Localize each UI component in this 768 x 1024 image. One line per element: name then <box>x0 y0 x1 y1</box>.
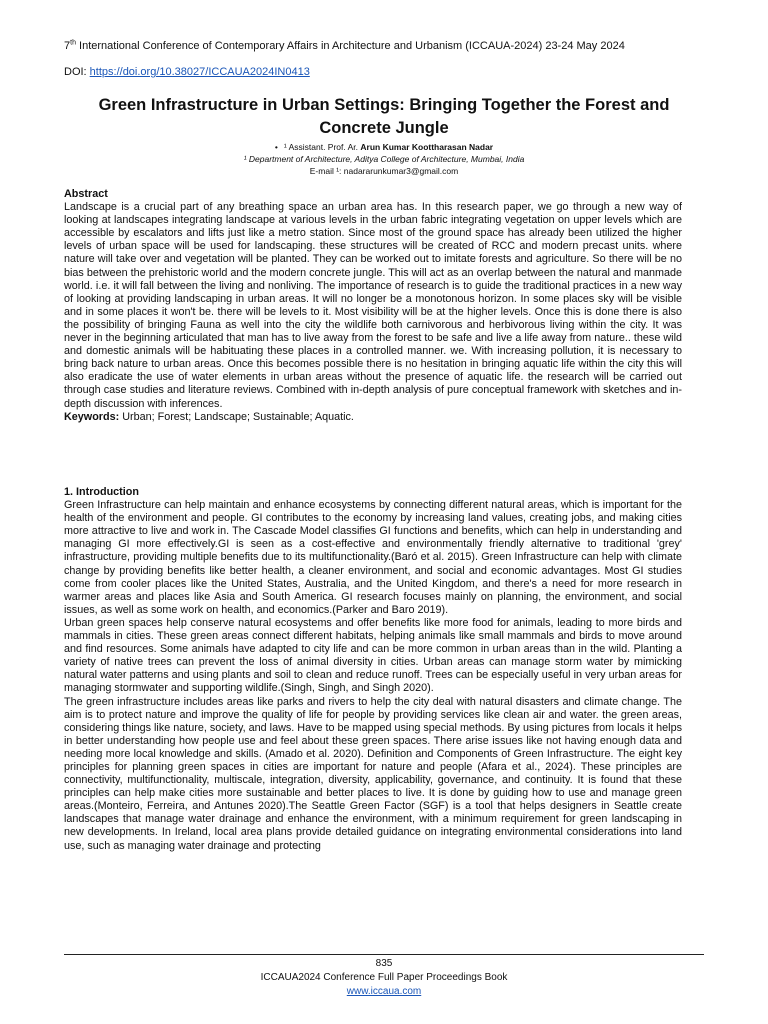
doi-label: DOI: <box>64 66 90 78</box>
author-affiliation: ¹ Department of Architecture, Aditya College of Architecture, Mumbai, India <box>243 154 525 164</box>
introduction-heading: 1. Introduction <box>64 486 139 498</box>
author-name: Arun Kumar Koottharasan Nadar <box>360 142 494 152</box>
doi-link[interactable]: https://doi.org/10.38027/ICCAUA2024IN0413 <box>89 66 310 78</box>
conference-header <box>64 40 625 52</box>
website-link[interactable]: www.iccaua.com <box>346 986 422 997</box>
page-number: 835 <box>375 958 393 969</box>
conference-ordinal: 7 <box>64 40 71 52</box>
keywords-text: Urban; Forest; Landscape; Sustainable; Aquatic. <box>119 410 354 423</box>
proceedings-title: ICCAUA2024 Conference Full Paper Proceedings Book <box>260 972 508 983</box>
conference-ordinal-suffix: th <box>70 39 76 47</box>
introduction-section <box>64 486 682 853</box>
footer-divider <box>64 954 704 955</box>
intro-paragraph-1: Green Infrastructure can help maintain and enhance ecosystems by connecting different natural areas, which is important for the health of the environment and people. GI contributes to the economy by increasing land values, creating jobs, and making cities more attractive to live and work in. The Cascade Model classifies GI functions and benefits, which can help in understanding and managing GI more effectively.GI is seen as a cost-effective and environmentally friendly alternative to traditional 'grey' infrastructure, providing multiple benefits due to its multifunctionality.(Baró et al. 2015). Green Infrastructure can help with climate change by providing benefits like better health, a cleaner environment, and social and economic advantages. Most GI studies come from cooler places like the United States, Australia, and the United Kingdom, and there's a need for more research in warmer areas and places like Asia and South America. GI research focuses mainly on planning, the environment, and social issues, as well as some work on health, and economics.(Parker and Baro 2019). <box>64 499 682 616</box>
author-bullet: • <box>274 142 278 152</box>
abstract-text: Landscape is a crucial part of any breathing space an urban area has. In this research paper, we go through a new way of looking at landscapes integrating landscape at various levels in the urban fabric integrating vegetation on upper levels which are accessible by escalators and lifts just like a metro station. Since most of the ground space has already been utilized the higher levels of urban space will be used for landscaping. these structures will be created of RCC and modern precast units. where nature will take over and vegetation will be planted. They can be worked out to imitate forests and agriculture. So there will be no bias between the prehistoric world and the modern concrete jungle. This will act as an overlap between the natural and manmade world. i.e. it will fall between the living and nonliving. The importance of research is to guide the traditional practices in a new way of looking at providing landscaping in urban areas. It will no longer be a monotonous horizon. In some places sky will be visible and in some places it won't be. there will be levels to it. Most visibility will be at the higher levels. Once this is done there is also the possibility of bringing Fauna as well into the city the wildlife both carnivorous and herbivorous living within the city. It was never in the beginning articulated that man has to live away from the forest to be safe and live a life away from nature.. these wild and domestic animals will be habituating these places in a controlled manner. we. With increasing pollution, it is necessary to bring back nature to urban areas. Once this becomes possible there is no hesitation in bringing aquatic life within the city this will also eradicate the use of water elements in urban areas without the presence of aquatic life. the research will be carried out through case studies and literature reviews. Combined with in-depth analysis of pure conceptual framework with sketches and in-depth discussion with inferences. <box>64 201 682 410</box>
author-email: E-mail ¹: nadararunkumar3@gmail.com <box>309 166 459 176</box>
abstract-heading: Abstract <box>64 188 108 200</box>
intro-paragraph-3: The green infrastructure includes areas like parks and rivers to help the city deal with natural disasters and climate change. The aim is to protect nature and improve the quality of life for people by providing services like clean air and water. the green areas, considering things like nature, society, and laws. Have to be mapped using special methods. By using pictures from locals it helps in better understanding how people use and feel about these green spaces. There arise issues like not having enough data and needing more local knowledge and skills. (Amado et al. 2020). Definition and Components of Green Infrastructure. The eight key principles for planning green spaces in cities are important for nature and people (Afara et al., 2024). These principles are connectivity, multifunctionality, multiscale, integration, diversity, applicability, governance, and continuity. It is found that these principles can help make cities more sustainable and better places to live. It is done by guiding how to use and manage green areas.(Monteiro, Ferreira, and Antunes 2020).The Seattle Green Factor (SGF) is a tool that helps designers in Seattle create landscapes that manage water drainage and enhance the environment, with a minimum requirement for green landscaping in new developments. In Ireland, local area plans provide detailed guidance on integrating environmental considerations into land use, such as managing water drainage and protecting <box>64 695 682 852</box>
doi-line <box>64 66 310 78</box>
author-line <box>64 142 704 153</box>
intro-paragraph-2: Urban green spaces help conserve natural ecosystems and offer benefits like more food for animals, leading to more birds and mammals in cities. These green areas connect different habitats, helping animals like small mammals and birds to move around and find resources. Some animals have adapted to city life and can be more common in urban areas than in the wild. Planting a variety of native trees can prevent the loss of animal diversity in cities. Urban areas can manage storm water by mimicking natural water patterns and using plants and soil to clean and reduce runoff. Trees can be especially useful in very urban areas for managing stormwater and supporting wildlife.(Singh, Singh, and Singh 2020). <box>64 616 682 695</box>
keywords-line <box>64 411 682 424</box>
website-line <box>64 986 704 997</box>
paper-title: Green Infrastructure in Urban Settings: Bringing Together the Forest and Concrete Jungle <box>98 96 670 137</box>
author-prefix: ¹ Assistant. Prof. Ar. <box>283 142 361 152</box>
conference-text: International Conference of Contemporary Affairs in Architecture and Urbanism (ICCAUA-2024) 23-24 May 2024 <box>75 40 625 52</box>
keywords-label: Keywords: <box>64 410 120 423</box>
abstract-section <box>64 188 682 424</box>
